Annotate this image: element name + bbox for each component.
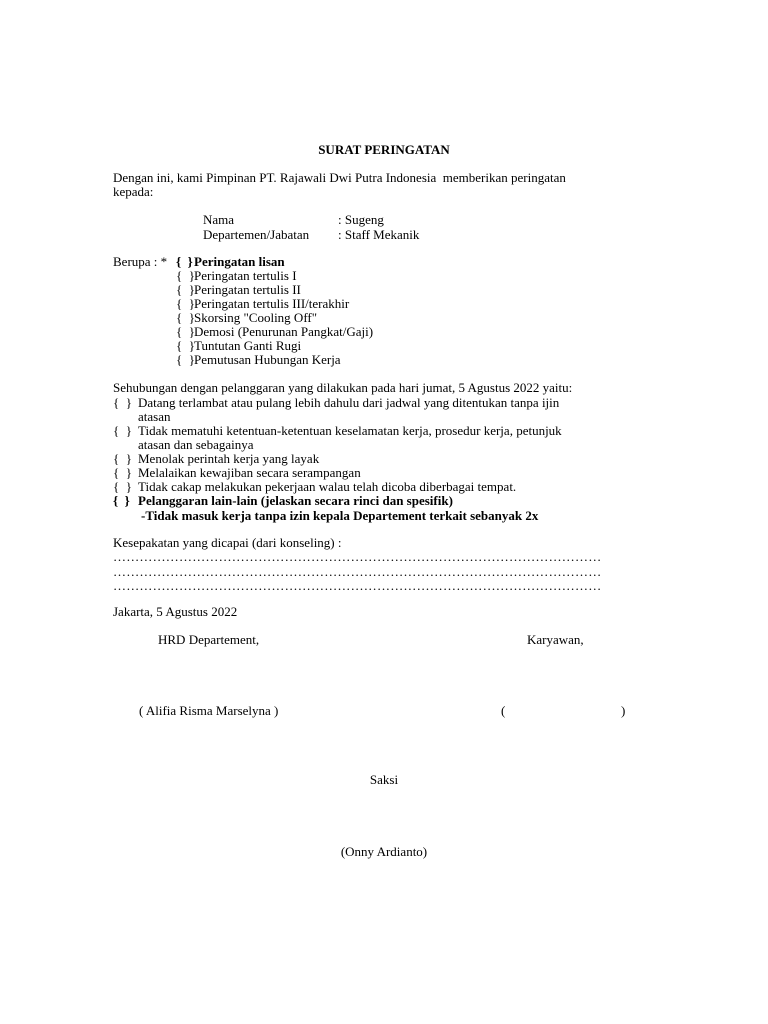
option-tuntutan-ganti-rugi: Tuntutan Ganti Rugi bbox=[194, 338, 302, 353]
agreement-dotted-line: ………………………………………………………………………………………………… bbox=[113, 578, 602, 593]
employee-signature-close: ) bbox=[621, 703, 626, 718]
intro-line-2: kepada: bbox=[113, 184, 154, 199]
violation-box: { } bbox=[113, 465, 132, 480]
violation-item-4: Melalaikan kewajiban secara serampangan bbox=[138, 465, 361, 480]
option-box: { } bbox=[176, 338, 195, 353]
name-value: : Sugeng bbox=[338, 212, 384, 227]
option-peringatan-lisan: Peringatan lisan bbox=[194, 254, 285, 269]
employee-signature-open: ( bbox=[501, 703, 506, 718]
violation-other-detail: -Tidak masuk kerja tanpa izin kepala Departement terkait sebanyak 2x bbox=[141, 508, 539, 523]
option-box: { } bbox=[176, 254, 193, 269]
department-value: : Staff Mekanik bbox=[338, 227, 420, 242]
agreement-dotted-line: ………………………………………………………………………………………………… bbox=[113, 549, 602, 564]
option-box: { } bbox=[176, 296, 195, 311]
agreement-dotted-line: ………………………………………………………………………………………………… bbox=[113, 564, 602, 579]
violation-item-2-cont: atasan dan sebagainya bbox=[138, 437, 254, 452]
letter-title: SURAT PERINGATAN bbox=[318, 142, 450, 157]
violation-box: { } bbox=[113, 423, 132, 438]
violation-item-3: Menolak perintah kerja yang layak bbox=[138, 451, 320, 466]
violation-item-5: Tidak cakap melakukan pekerjaan walau telah dicoba diberbagai tempat. bbox=[138, 479, 517, 494]
option-box: { } bbox=[176, 282, 195, 297]
violation-box: { } bbox=[113, 493, 130, 508]
agreement-label: Kesepakatan yang dicapai (dari konseling) : bbox=[113, 535, 342, 550]
option-demosi: Demosi (Penurunan Pangkat/Gaji) bbox=[194, 324, 374, 339]
intro-line-1: Dengan ini, kami Pimpinan PT. Rajawali Dwi Putra Indonesia memberikan peringatan bbox=[113, 170, 566, 185]
berupa-label: Berupa : * bbox=[113, 254, 168, 269]
option-peringatan-tertulis-3: Peringatan tertulis III/terakhir bbox=[194, 296, 350, 311]
option-peringatan-tertulis-2: Peringatan tertulis II bbox=[194, 282, 301, 297]
violation-item-1-cont: atasan bbox=[138, 409, 171, 424]
witness-label: Saksi bbox=[369, 772, 399, 787]
option-box: { } bbox=[176, 310, 195, 325]
violation-box: { } bbox=[113, 395, 132, 410]
violation-box: { } bbox=[113, 451, 132, 466]
hrd-signatory-name: ( Alifia Risma Marselyna ) bbox=[139, 703, 279, 718]
place-date: Jakarta, 5 Agustus 2022 bbox=[113, 604, 238, 619]
hrd-label: HRD Departement, bbox=[158, 632, 260, 647]
violation-other-label: Pelanggaran lain-lain (jelaskan secara rinci dan spesifik) bbox=[138, 493, 453, 508]
option-box: { } bbox=[176, 352, 195, 367]
option-peringatan-tertulis-1: Peringatan tertulis I bbox=[194, 268, 297, 283]
witness-name: (Onny Ardianto) bbox=[340, 844, 428, 859]
violation-item-1: Datang terlambat atau pulang lebih dahulu dari jadwal yang ditentukan tanpa ijin bbox=[138, 395, 560, 410]
violation-item-2: Tidak mematuhi ketentuan-ketentuan keselamatan kerja, prosedur kerja, petunjuk bbox=[138, 423, 562, 438]
option-skorsing: Skorsing "Cooling Off" bbox=[194, 310, 318, 325]
name-label: Nama bbox=[203, 212, 235, 227]
employee-label: Karyawan, bbox=[527, 632, 584, 647]
option-box: { } bbox=[176, 268, 195, 283]
department-label: Departemen/Jabatan bbox=[203, 227, 310, 242]
violation-box: { } bbox=[113, 479, 132, 494]
option-box: { } bbox=[176, 324, 195, 339]
violations-heading: Sehubungan dengan pelanggaran yang dilakukan pada hari jumat, 5 Agustus 2022 yaitu: bbox=[113, 380, 573, 395]
option-pemutusan-hubungan-kerja: Pemutusan Hubungan Kerja bbox=[194, 352, 341, 367]
